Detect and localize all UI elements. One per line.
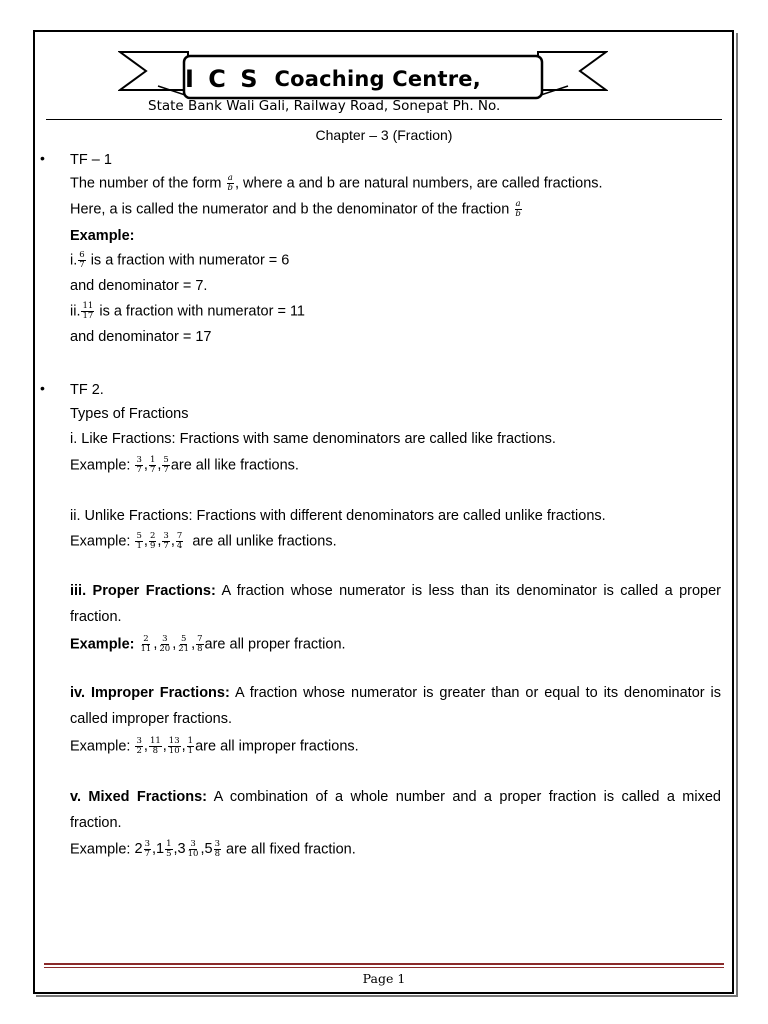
- comma-separator: ,: [143, 533, 148, 550]
- footer-divider-thin: [44, 967, 724, 968]
- header-address: State Bank Wali Gali, Railway Road, Sonepat Ph. No.: [148, 98, 501, 114]
- improper-definition: iv. Improper Fractions: A fraction whose numerator is greater than or equal to its denominator is called improper fractions.: [70, 685, 721, 727]
- fraction: $\frac{6}{7}$: [79, 250, 85, 270]
- fraction-a-over-b: $\frac{a}{b}$: [227, 173, 233, 193]
- comma-separator: ,: [157, 533, 162, 550]
- header-title-rest: Coaching Centre,: [274, 67, 481, 91]
- fraction: $\frac{11}{17}$: [82, 301, 94, 321]
- header-divider: [46, 119, 722, 120]
- fraction: $\frac{2}{11}$: [140, 634, 152, 654]
- mixed-example: Example: 2 $\frac{3}{7}$ ,1 $\frac{1}{5}$ ,3 $\frac{3}{10}$ ,5 $\frac{3}{8}$ are all fixed fraction.: [70, 839, 356, 859]
- comma-separator: ,: [157, 457, 162, 474]
- chapter-title: Chapter – 3 (Fraction): [315, 127, 453, 143]
- mixed-fraction-list: [134, 841, 222, 857]
- comma-separator: ,: [143, 738, 148, 755]
- mixed-definition: v. Mixed Fractions: A combination of a whole number and a proper fraction is called a mixed fraction.: [70, 789, 721, 831]
- tf1-example-1: i. $\frac{6}{7}$ is a fraction with numerator = 6: [70, 250, 290, 270]
- fraction: $\frac{7}{8}$: [197, 634, 203, 654]
- types-heading: Types of Fractions: [70, 406, 189, 422]
- comma-separator: ,: [173, 841, 178, 858]
- improper-example: Example: $\frac{3}{2}$ , $\frac{11}{8}$ , $\frac{13}{10}$ , $\frac{1}{1}$ are all improper fractions.: [70, 736, 359, 756]
- whole-number: 3: [177, 841, 186, 858]
- tf1-def-a: The number of the form: [70, 175, 222, 192]
- tf1-example-1-cont: and denominator = 7.: [70, 278, 208, 294]
- whole-number: 1: [156, 841, 165, 858]
- fraction: $\frac{3}{20}$: [159, 634, 171, 654]
- fraction: $\frac{11}{8}$: [149, 736, 161, 756]
- fraction: $\frac{1}{7}$: [149, 455, 156, 475]
- comma-separator: ,: [191, 636, 196, 653]
- tf1-definition-2: [70, 200, 523, 219]
- page-number: Page 1: [362, 971, 406, 986]
- header-title: [185, 60, 545, 98]
- fraction: $\frac{3}{10}$: [187, 839, 199, 859]
- tf1-definition: [70, 174, 603, 193]
- comma-separator: ,: [162, 738, 167, 755]
- proper-definition: iii. Proper Fractions: A fraction whose numerator is less than its denominator is called a proper fraction.: [70, 583, 721, 625]
- like-example: Example: $\frac{3}{7}$ , $\frac{1}{7}$ , $\frac{5}{7}$ are all like fractions.: [70, 455, 299, 475]
- like-definition: i. Like Fractions: Fractions with same denominators are called like fractions.: [70, 431, 556, 447]
- improper-fraction-list: [134, 738, 195, 754]
- comma-separator: ,: [143, 457, 148, 474]
- fraction: $\frac{13}{10}$: [168, 736, 180, 756]
- proper-fraction-list: [139, 636, 205, 652]
- tf2-heading: TF 2.: [70, 382, 104, 398]
- comma-separator: ,: [200, 841, 205, 858]
- unlike-example: Example: $\frac{5}{1}$ , $\frac{2}{9}$ , $\frac{3}{7}$ , $\frac{7}{4}$ are all unlike fractions.: [70, 531, 337, 551]
- unlike-definition: ii. Unlike Fractions: Fractions with different denominators are called unlike fractions.: [70, 508, 606, 524]
- fraction: $\frac{1}{1}$: [187, 736, 194, 756]
- comma-separator: ,: [153, 636, 158, 653]
- fraction: $\frac{5}{7}$: [163, 455, 169, 475]
- header-title-ics: I C S: [185, 65, 261, 93]
- whole-number: 5: [204, 841, 213, 858]
- tf1-example-label: Example:: [70, 228, 135, 244]
- comma-separator: ,: [172, 636, 177, 653]
- bullet-icon: •: [40, 150, 45, 166]
- tf1-heading: TF – 1: [70, 152, 112, 168]
- fraction: $\frac{3}{7}$: [136, 455, 142, 475]
- fraction: $\frac{7}{4}$: [176, 531, 183, 551]
- fraction: $\frac{3}{8}$: [214, 839, 220, 859]
- unlike-fraction-list: [134, 533, 184, 549]
- tf1-example-2-cont: and denominator = 17: [70, 329, 212, 345]
- tf1-def2-text: Here, a is called the numerator and b the denominator of the fraction: [70, 201, 510, 218]
- like-fraction-list: [134, 457, 170, 473]
- fraction: $\frac{3}{7}$: [163, 531, 169, 551]
- fraction: $\frac{5}{1}$: [136, 531, 142, 551]
- fraction: $\frac{1}{5}$: [166, 839, 172, 859]
- fraction: $\frac{3}{2}$: [136, 736, 142, 756]
- tf1-example-2: ii. $\frac{11}{17}$ is a fraction with numerator = 11: [70, 301, 305, 321]
- bullet-icon: •: [40, 380, 45, 396]
- proper-example: Example: $\frac{2}{11}$ , $\frac{3}{20}$ , $\frac{5}{21}$ , $\frac{7}{8}$ are all proper fraction.: [70, 634, 346, 654]
- footer-divider: [44, 963, 724, 965]
- fraction: $\frac{3}{7}$: [144, 839, 150, 859]
- fraction-a-over-b: $\frac{a}{b}$: [515, 199, 521, 219]
- comma-separator: ,: [170, 533, 175, 550]
- comma-separator: ,: [181, 738, 186, 755]
- whole-number: 2: [134, 841, 143, 858]
- fraction: $\frac{2}{9}$: [149, 531, 156, 551]
- page-border-shadow-bottom: [36, 995, 738, 997]
- comma-separator: ,: [151, 841, 157, 858]
- fraction: $\frac{5}{21}$: [178, 634, 190, 654]
- page-border-shadow: [736, 33, 738, 997]
- tf1-def-b: , where a and b are natural numbers, are called fractions.: [235, 175, 603, 192]
